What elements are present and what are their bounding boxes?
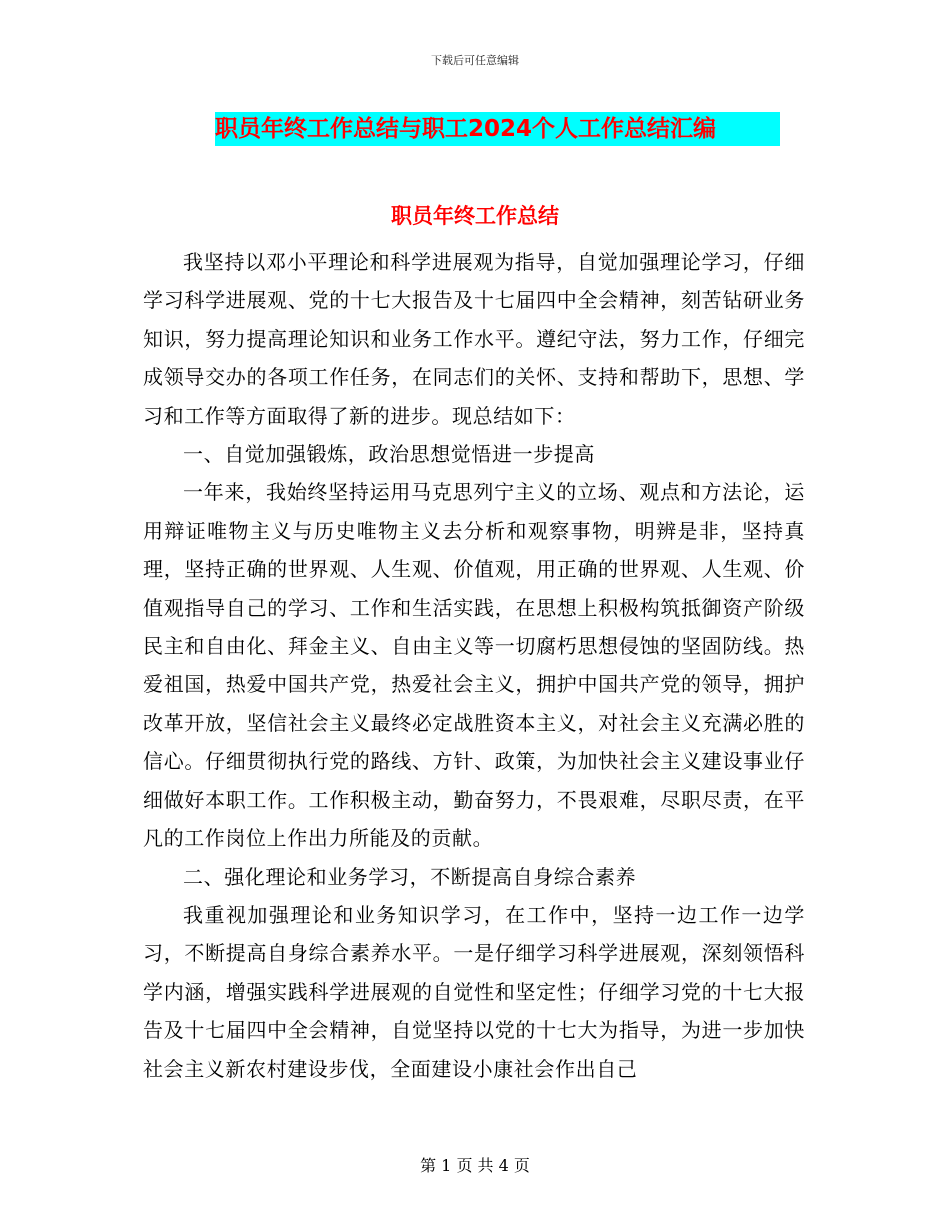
document-title: 职员年终工作总结与职工2024个人工作总结汇编 [215, 112, 780, 146]
header-note: 下载后可任意编辑 [431, 54, 519, 67]
heading-one: 一、自觉加强锻炼，政治思想觉悟进一步提高 [183, 442, 595, 467]
section-title: 职员年终工作总结 [391, 204, 559, 228]
page-footer: 第 1 页 共 4 页 [420, 1156, 530, 1175]
heading-two: 二、强化理论和业务学习，不断提高自身综合素养 [183, 864, 637, 889]
paragraph-political-thought: 一年来，我始终坚持运用马克思列宁主义的立场、观点和方法论，运用辩证唯物主义与历史唯物主义去分析和观察事物，明辨是非，坚持真理，坚持正确的世界观、人生观、价值观，用正确的世界观、人生观、价值观指导自己的学习、工作和生活实践，在思想上积极构筑抵御资产阶级民主和自由化、拜金主义、自由主义等一切腐朽思想侵蚀的坚固防线。热爱祖国，热爱中国共产党，热爱社会主义，拥护中国共产党的领导，拥护改革开放，坚信社会主义最终必定战胜资本主义，对社会主义充满必胜的信心。仔细贯彻执行党的路线、方针、政策，为加快社会主义建设事业仔细做好本职工作。工作积极主动，勤奋努力，不畏艰难，尽职尽责，在平凡的工作岗位上作出力所能及的贡献。 [143, 480, 805, 851]
paragraph-study: 我重视加强理论和业务知识学习，在工作中，坚持一边工作一边学习，不断提高自身综合素养水平。一是仔细学习科学进展观，深刻领悟科学内涵，增强实践科学进展观的自觉性和坚定性；仔细学习党的十七大报告及十七届四中全会精神，自觉坚持以党的十七大为指导，为进一步加快社会主义新农村建设步伐，全面建设小康社会作出自己 [143, 902, 805, 1081]
intro-paragraph: 我坚持以邓小平理论和科学进展观为指导，自觉加强理论学习，仔细学习科学进展观、党的十七大报告及十七届四中全会精神，刻苦钻研业务知识，努力提高理论知识和业务工作水平。遵纪守法，努力工作，仔细完成领导交办的各项工作任务，在同志们的关怀、支持和帮助下，思想、学习和工作等方面取得了新的进步。现总结如下： [143, 250, 805, 428]
document-body [143, 243, 805, 1088]
